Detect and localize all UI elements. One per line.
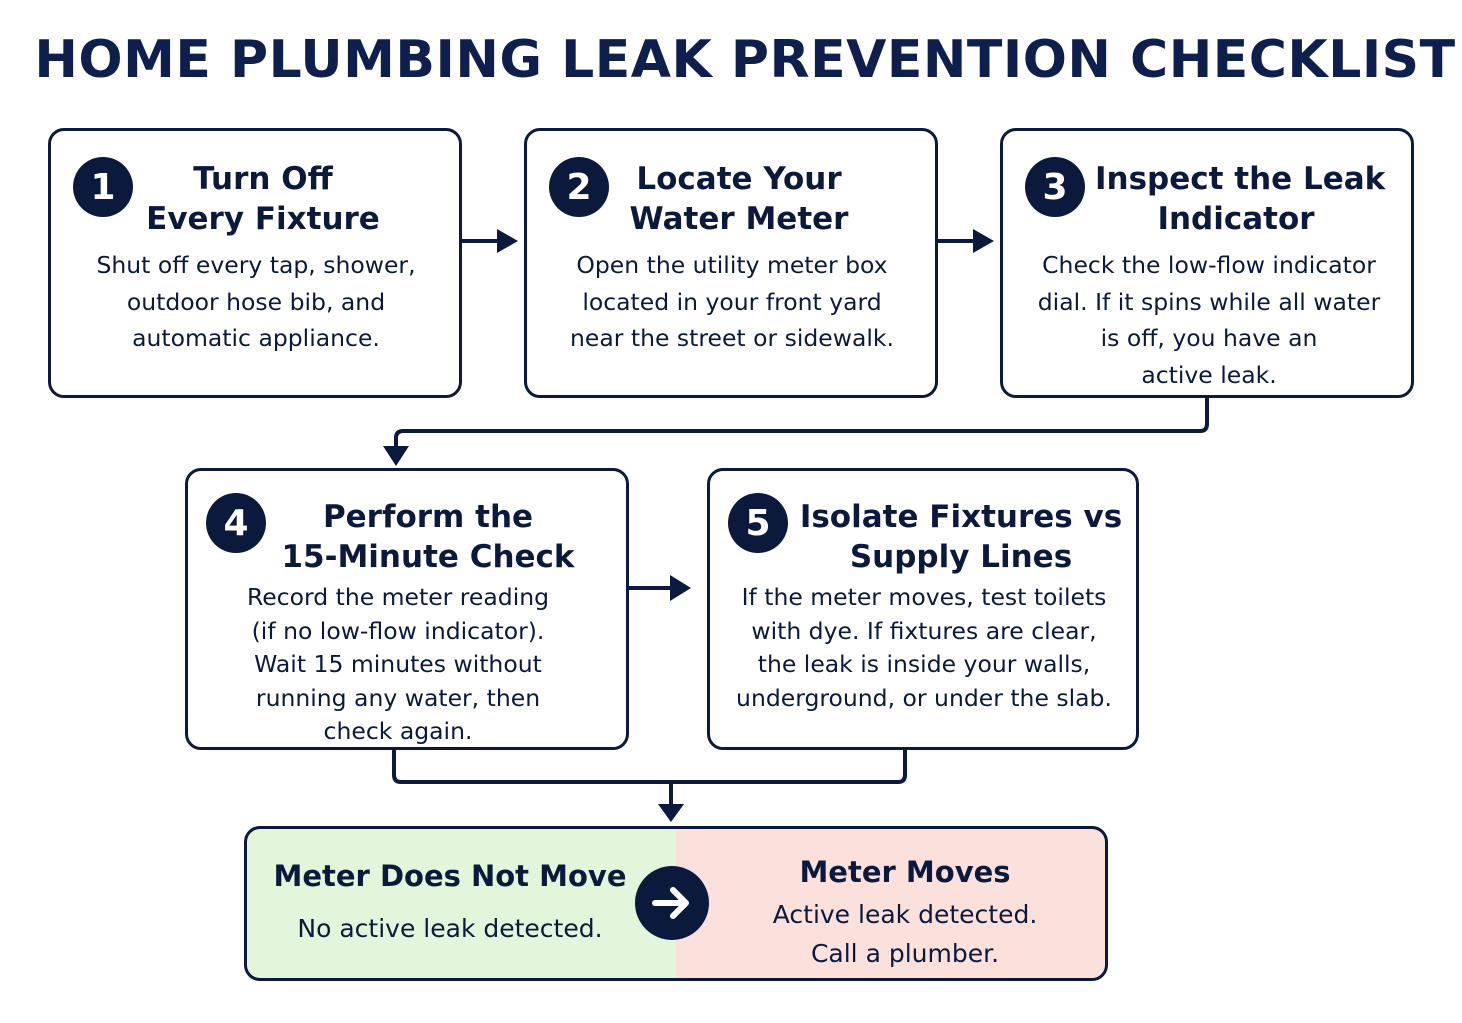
step-number-badge: 5	[728, 493, 788, 553]
step-description: Check the low-flow indicator dial. If it spins while all water is off, you have an active leak.	[1037, 251, 1381, 389]
step-card-2	[524, 128, 938, 398]
arrow-circle-right-icon	[635, 866, 709, 940]
arrow-down-icon	[658, 804, 684, 822]
step-number-badge: 1	[73, 157, 133, 217]
step-title: Inspect the Leak Indicator	[1095, 161, 1386, 237]
outcome-no-move-description: No active leak detected.	[297, 914, 603, 943]
step-title: Locate Your Water Meter	[629, 161, 849, 237]
arrow-right-icon	[670, 575, 691, 601]
arrow-down-icon	[383, 446, 409, 466]
step-card-4	[185, 468, 629, 750]
step-description: Open the utility meter box located in your front yard near the street or sidewalk.	[569, 251, 894, 352]
step-card-3	[1000, 128, 1414, 398]
merge-line	[394, 749, 905, 782]
step-card-1	[48, 128, 462, 398]
step-description: If the meter moves, test toilets with dye. If fixtures are clear, the leak is inside your walls, underground, or under the slab.	[736, 583, 1112, 712]
outcome-moves-title: Meter Moves	[799, 855, 1011, 889]
step-number-badge: 3	[1025, 157, 1085, 217]
step-title: Isolate Fixtures vs Supply Lines	[799, 499, 1123, 575]
arrow-right-icon	[497, 229, 518, 253]
step-description: Record the meter reading (if no low-flow indicator). Wait 15 minutes without running any water, then check again.	[246, 583, 550, 745]
page-title: HOME PLUMBING LEAK PREVENTION CHECKLIST	[34, 30, 1456, 90]
arrow-right-icon	[973, 229, 994, 253]
arrow-3-to-4	[396, 398, 1207, 452]
step-number-badge: 2	[549, 157, 609, 217]
outcome-no-move-title: Meter Does Not Move	[273, 859, 627, 893]
step-title: Perform the 15-Minute Check	[281, 499, 575, 575]
step-description: Shut off every tap, shower, outdoor hose bib, and automatic appliance.	[96, 251, 416, 352]
step-number-badge: 4	[206, 493, 266, 553]
outcome-moves-description: Active leak detected. Call a plumber.	[772, 900, 1038, 968]
step-card-5	[707, 468, 1139, 750]
step-title: Turn Off Every Fixture	[146, 161, 380, 237]
